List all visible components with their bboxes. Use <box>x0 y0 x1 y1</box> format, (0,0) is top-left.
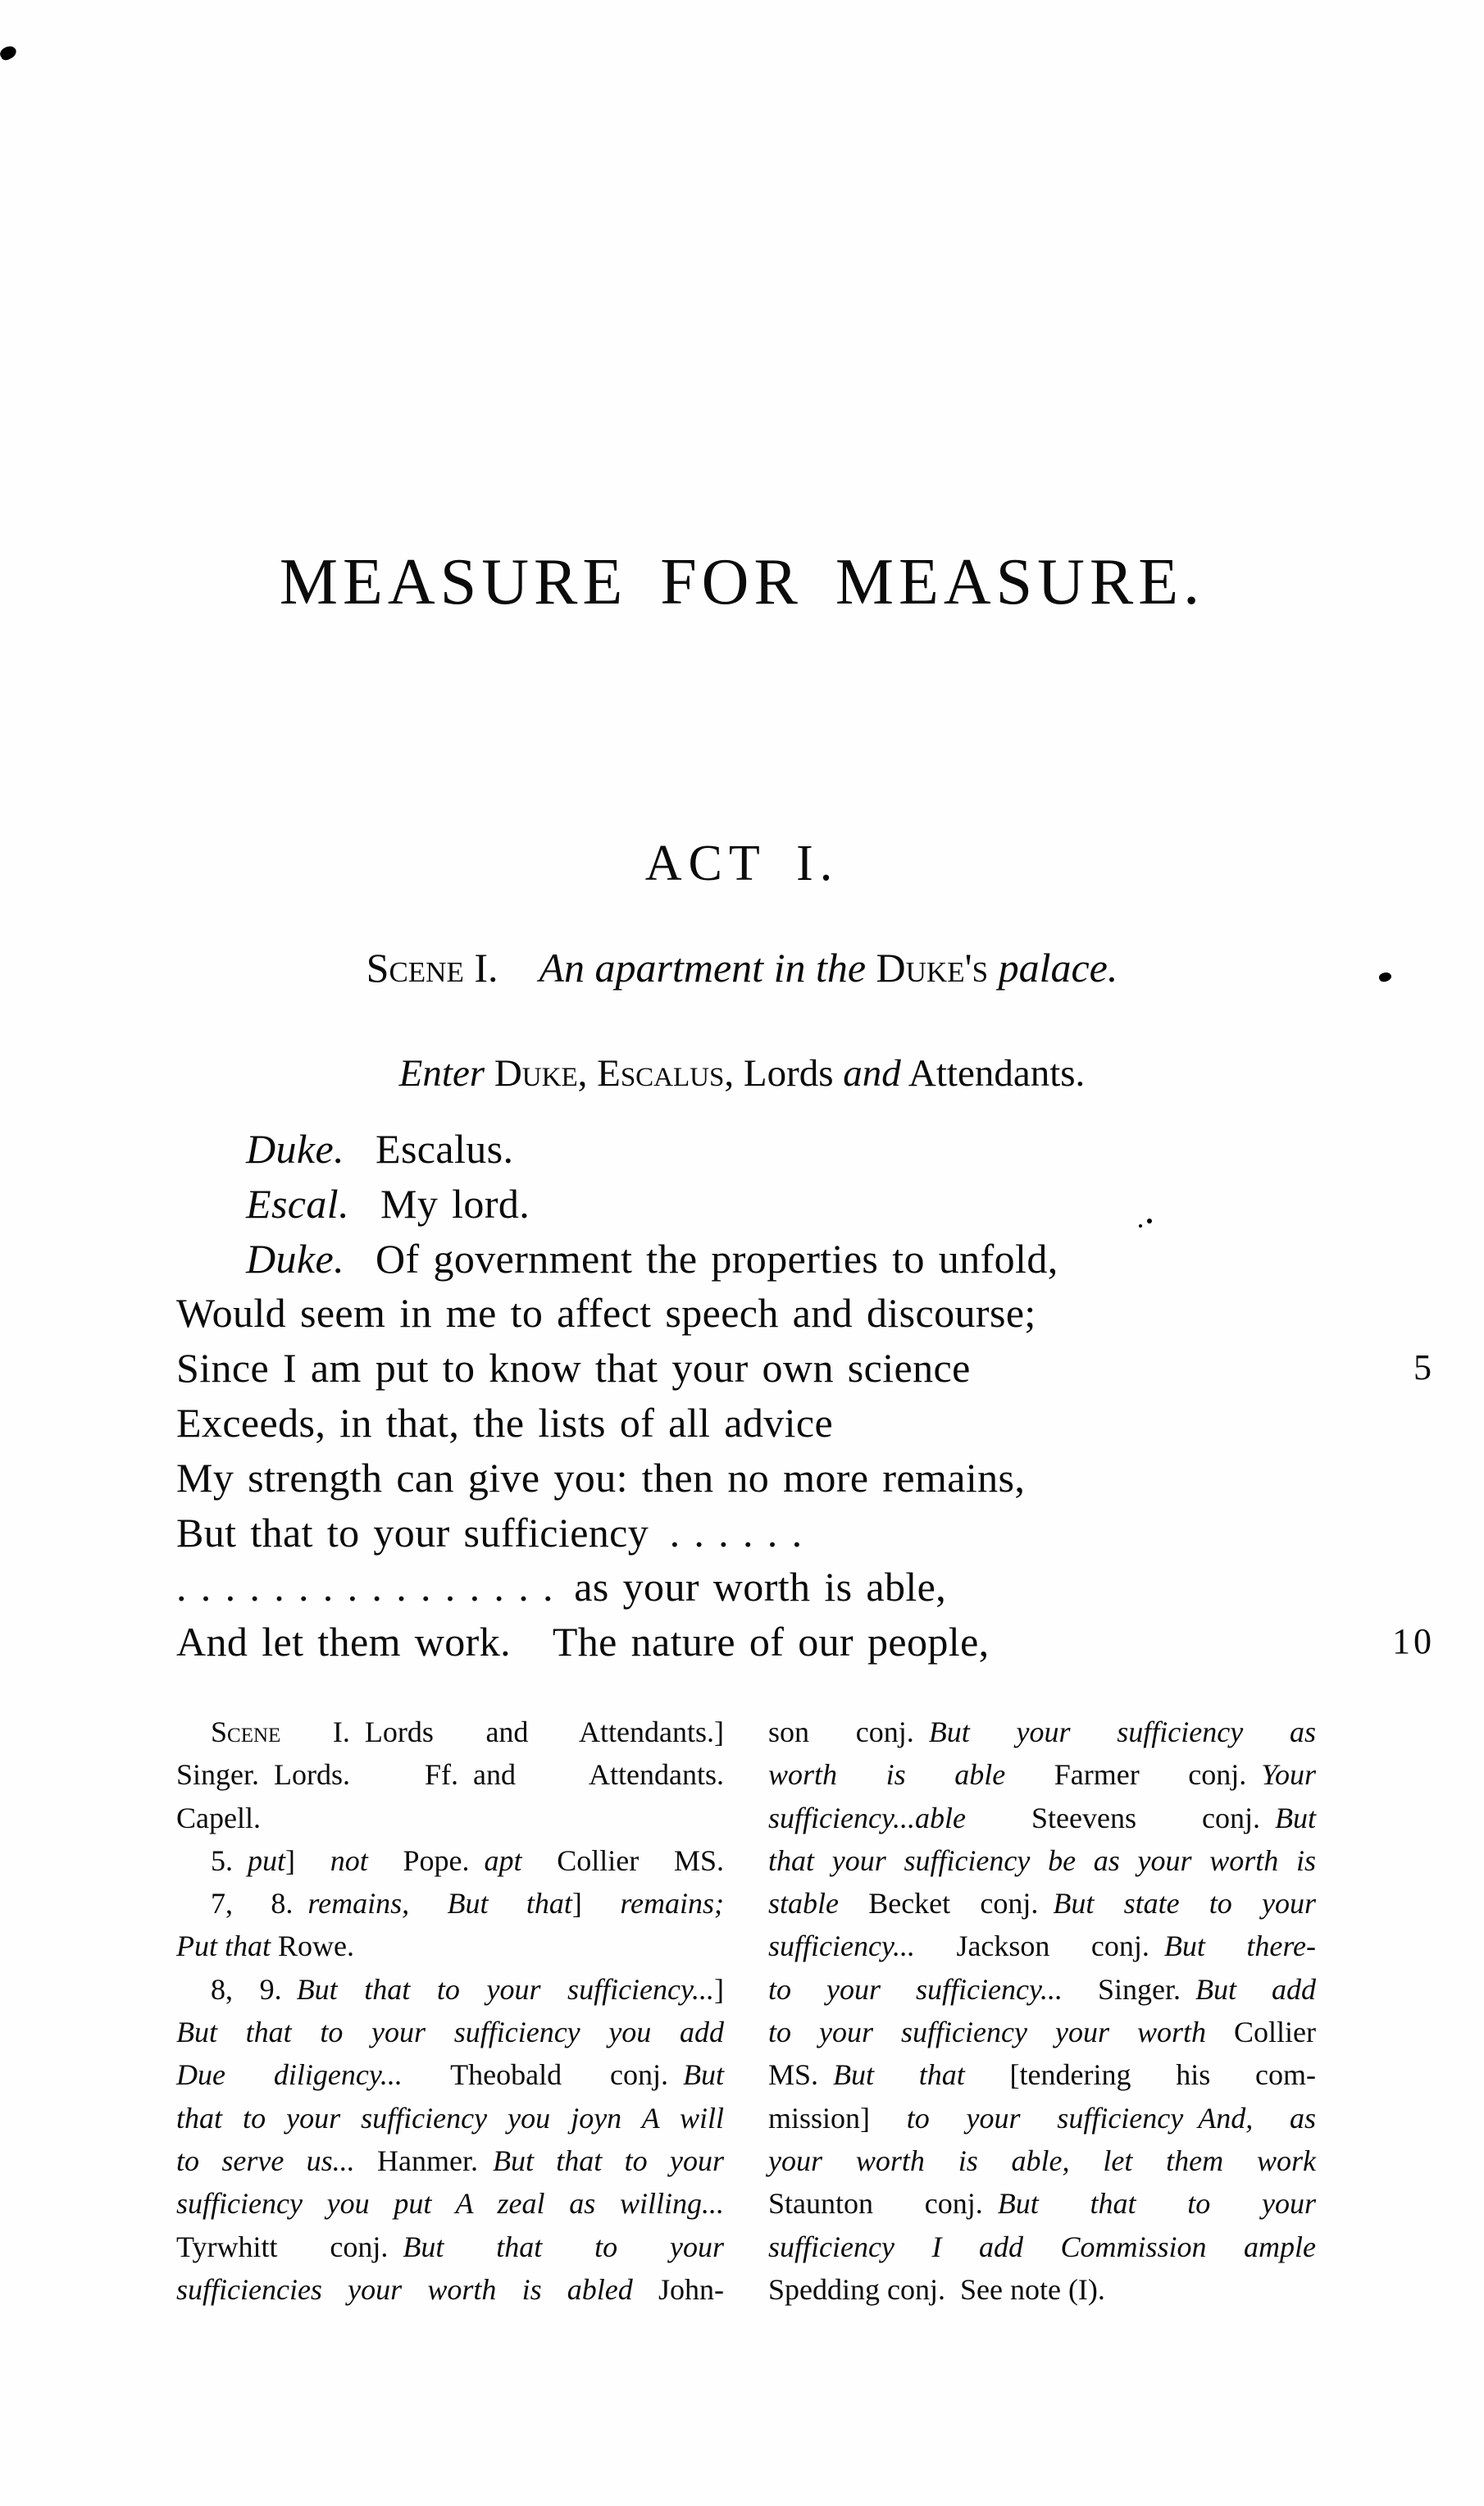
text-segment: Staunton conj. <box>768 2187 998 2221</box>
text-segment: Duke's <box>876 945 989 991</box>
text-segment: remains; <box>620 1887 724 1921</box>
line-number: 10 <box>1392 1621 1435 1662</box>
footnote-line <box>768 1968 1316 2011</box>
verse-line <box>176 1286 1234 1341</box>
footnote-line <box>768 2182 1316 2225</box>
text-segment: But there- <box>1163 1930 1316 1963</box>
text-segment: Enter <box>398 1052 494 1095</box>
text-segment: 5. <box>211 1843 248 1877</box>
footnote-line <box>768 1711 1316 1753</box>
text-segment: Scene I. <box>211 1715 350 1748</box>
text-segment: 7, 8. <box>211 1887 308 1921</box>
text-segment: But <box>683 2058 724 2092</box>
text-segment: But your sufficiency as <box>928 1715 1316 1748</box>
footnote-line <box>768 2226 1316 2268</box>
text-segment: ] <box>285 1843 330 1877</box>
text-segment: sufficiencies your worth is abled <box>176 2272 633 2306</box>
text-segment: But <box>1275 1801 1316 1834</box>
text-segment: Steevens conj. <box>965 1801 1275 1834</box>
text-segment: Theobald conj. <box>402 2058 683 2092</box>
play-title: MEASURE FOR MEASURE. <box>279 546 1205 618</box>
text-segment: [tendering his com- <box>964 2058 1316 2092</box>
text-segment: sufficiency... <box>768 1930 915 1963</box>
verse-line <box>176 1341 1435 1396</box>
footnote-line <box>176 2011 724 2053</box>
text-segment: Lords and Attendants.] <box>349 1715 724 1748</box>
footnote-line <box>768 1925 1316 1967</box>
text-segment: Put that <box>176 1930 271 1963</box>
text-segment: Becket conj. <box>839 1887 1054 1921</box>
text-segment: Collier MS. <box>521 1843 724 1877</box>
text-segment: But add <box>1195 1972 1316 2006</box>
verse-line <box>176 1232 1234 1287</box>
text-segment: Pope. <box>367 1843 485 1877</box>
verse-line <box>176 1506 1234 1561</box>
text-segment: Scene I. <box>366 945 498 991</box>
text-segment: to your sufficiency... <box>768 1972 1063 2006</box>
verse-line <box>176 1560 1234 1615</box>
footnote-line <box>176 2139 724 2182</box>
verse-line <box>176 1177 1234 1232</box>
footnote-line <box>176 1925 724 1967</box>
scene-heading <box>0 945 1484 991</box>
text-segment: that to your sufficiency you joyn A will <box>176 2101 724 2135</box>
footnote-line <box>768 1753 1316 1796</box>
speaker-label: Duke. <box>246 1126 344 1172</box>
text-segment: Hanmer. <box>354 2144 493 2177</box>
text-segment: and <box>843 1052 901 1095</box>
footnote-line <box>176 1882 724 1925</box>
verse-text: . . . . . . . . . . . . . . . . as your worth is able, <box>176 1564 947 1611</box>
text-segment <box>498 945 539 991</box>
text-segment: Capell. <box>176 1801 261 1834</box>
footnote-line <box>176 1711 724 1753</box>
verse-text: Of government the properties to unfold, <box>376 1235 1058 1282</box>
text-segment: Attendants. <box>900 1052 1086 1095</box>
footnote-line <box>176 1797 724 1839</box>
text-segment: But that to your <box>403 2230 724 2263</box>
footnote-line <box>176 2226 724 2268</box>
stage-direction <box>0 1052 1484 1095</box>
text-segment: Due diligency... <box>176 2058 403 2092</box>
text-segment: not <box>330 1843 368 1877</box>
text-segment <box>988 945 999 991</box>
footnote-line <box>768 1797 1316 1839</box>
footnote-line <box>768 1882 1316 1925</box>
text-segment: put <box>248 1843 286 1877</box>
verse-text: But that to your sufficiency . . . . . . <box>176 1509 803 1556</box>
text-segment: Lords <box>734 1052 844 1095</box>
ink-blot-corner <box>0 43 18 62</box>
text-segment: remains, But that <box>307 1887 572 1921</box>
text-segment: apt <box>484 1843 522 1877</box>
act-heading: ACT I. <box>644 836 840 891</box>
text-segment: that your sufficiency be as your worth is <box>768 1843 1316 1877</box>
text-segment: Duke, Escalus, <box>494 1052 735 1095</box>
text-segment: Your <box>1261 1758 1316 1792</box>
verse-line <box>176 1615 1435 1670</box>
text-segment: John- <box>632 2272 725 2306</box>
text-segment: ] <box>714 1972 725 2006</box>
footnote-line <box>176 2053 724 2096</box>
text-segment: But that to your sufficiency... <box>296 1972 715 2006</box>
text-segment: sufficiency...able <box>768 1801 966 1834</box>
footnote-line <box>176 2097 724 2139</box>
verse-text: And let them work. The nature of our people, <box>176 1619 990 1665</box>
dialogue-block <box>176 1122 1435 1670</box>
text-segment: Tyrwhitt conj. <box>176 2230 403 2263</box>
text-segment: Spedding conj. See note (I). <box>768 2272 1105 2306</box>
footnote-line <box>768 2268 1316 2311</box>
text-segment: Singer. <box>1062 1972 1195 2006</box>
text-segment: son conj. <box>768 1715 929 1748</box>
verse-line <box>176 1122 1234 1177</box>
verse-text: Escalus. <box>376 1126 514 1172</box>
text-segment: palace. <box>998 945 1118 991</box>
text-segment: 8, 9. <box>211 1972 297 2006</box>
text-segment: Jackson conj. <box>914 1930 1164 1963</box>
footnote-column-left <box>176 1711 724 2311</box>
verse-line <box>176 1396 1234 1451</box>
footnote-line <box>768 2011 1316 2053</box>
speaker-label: Duke. <box>246 1235 344 1282</box>
text-segment: to serve us... <box>176 2144 355 2177</box>
verse-text: Exceeds, in that, the lists of all advice <box>176 1399 834 1446</box>
verse-text: My lord. <box>380 1180 530 1227</box>
footnote-line <box>768 2139 1316 2182</box>
footnote-line <box>176 2182 724 2225</box>
text-segment: Singer. Lords. Ff. and Attendants. <box>176 1758 724 1792</box>
footnote-line <box>176 2268 724 2311</box>
speaker-label: Escal. <box>246 1180 349 1227</box>
text-segment: But state to your <box>1053 1887 1316 1921</box>
text-segment: But that to your sufficiency you add <box>176 2016 724 2049</box>
footnote-line <box>176 1839 724 1882</box>
footnote-line <box>768 2053 1316 2096</box>
text-segment: MS. <box>768 2058 834 2092</box>
text-segment: to your sufficiency your worth <box>768 2016 1206 2049</box>
text-segment: stable <box>768 1887 839 1921</box>
footnote-column-right <box>768 1711 1316 2311</box>
footnote-line <box>768 2097 1316 2139</box>
text-segment: mission] <box>768 2101 907 2135</box>
text-segment: worth is able <box>768 1758 1006 1792</box>
verse-text: My strength can give you: then no more remains, <box>176 1454 1026 1501</box>
text-segment: Farmer conj. <box>1005 1758 1262 1792</box>
footnote-line <box>176 1968 724 2011</box>
verse-text: Would seem in me to affect speech and discourse; <box>176 1290 1036 1337</box>
footnote-line <box>768 1839 1316 1882</box>
text-segment: ] <box>571 1887 621 1921</box>
text-segment: your worth is able, let them work <box>768 2144 1316 2177</box>
line-number: 5 <box>1413 1347 1435 1388</box>
text-segment: But that to your <box>492 2144 724 2177</box>
text-segment: sufficiency you put A zeal as willing... <box>176 2187 724 2221</box>
text-segment: Rowe. <box>271 1930 354 1963</box>
verse-line <box>176 1451 1234 1506</box>
text-segment: But that <box>833 2058 965 2092</box>
text-segment: to your sufficiency And, as <box>906 2101 1316 2135</box>
text-segment: An apartment in the <box>539 945 876 991</box>
text-segment: Collier <box>1206 2016 1316 2049</box>
text-segment: But that to your <box>997 2187 1316 2221</box>
footnote-line <box>176 1753 724 1796</box>
text-segment: sufficiency I add Commission ample <box>768 2230 1316 2263</box>
verse-text: Since I am put to know that your own science <box>176 1345 971 1392</box>
